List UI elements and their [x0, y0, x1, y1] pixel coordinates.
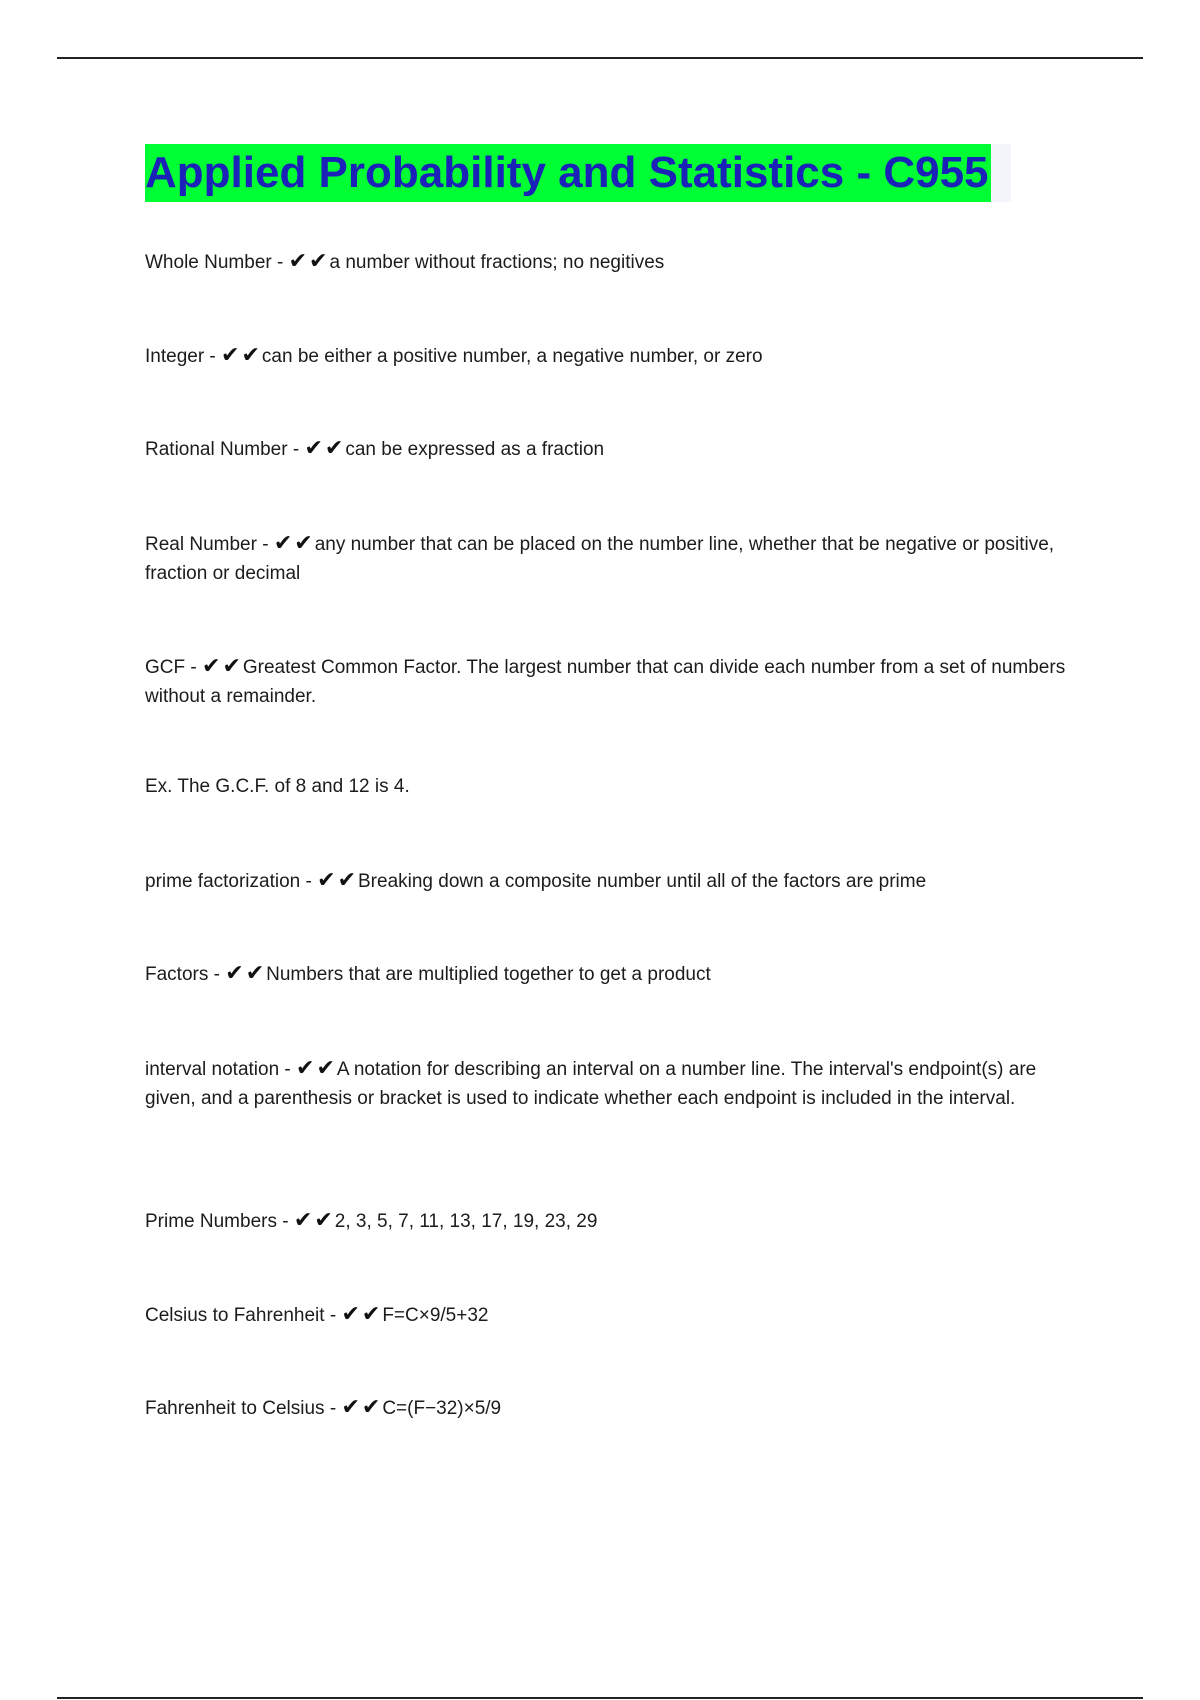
check-icon: ✔	[202, 654, 221, 679]
list-item: Rational Number - ✔✔ can be expressed as a fraction	[145, 436, 605, 461]
entry-definition: C=(F−32)×5/9	[382, 1398, 502, 1419]
list-item: Factors - ✔✔ Numbers that are multiplied together to get a product	[145, 961, 711, 986]
bottom-rule	[57, 1697, 1143, 1699]
check-icon: ✔	[324, 436, 344, 461]
check-icon: ✔	[293, 1208, 313, 1233]
entry-definition: can be expressed as a fraction	[345, 439, 605, 460]
entry-term: Celsius to Fahrenheit	[145, 1305, 325, 1326]
entry-term: Integer	[145, 346, 205, 367]
check-icon: ✔	[304, 436, 323, 461]
entry-term: prime factorization	[145, 871, 301, 892]
check-icon: ✔	[288, 249, 308, 274]
check-icon: ✔	[296, 1056, 315, 1081]
check-icon: ✔	[316, 1056, 335, 1081]
entry-definition: 2, 3, 5, 7, 11, 13, 17, 19, 23, 29	[334, 1211, 598, 1232]
entry-term: Fahrenheit to Celsius	[145, 1398, 325, 1419]
list-item: interval notation - ✔✔ A notation for describing an interval on a number line. The interval's endpoint(s) are given, and a parenthesis or bracket is used to indicate whether each endpoint is included in the interval.	[145, 1056, 1037, 1109]
entry-definition: Greatest Common Factor. The largest number that can divide each number from a set of numbers without a remainder.	[145, 657, 1066, 707]
entry-term: GCF	[145, 657, 186, 678]
entry-note: Ex. The G.C.F. of 8 and 12 is 4.	[145, 776, 410, 797]
check-icon: ✔	[337, 868, 356, 893]
entry-definition: Breaking down a composite number until all of the factors are prime	[358, 871, 927, 892]
title-tail	[991, 144, 1011, 202]
document-title: Applied Probability and Statistics - C955	[145, 144, 991, 202]
list-item: prime factorization - ✔✔ Breaking down a composite number until all of the factors are prime	[145, 868, 927, 893]
list-item: GCF - ✔✔ Greatest Common Factor. The largest number that can divide each number from a set of numbers without a remainder.	[145, 654, 1066, 707]
check-icon: ✔	[222, 654, 241, 679]
check-icon: ✔	[341, 1302, 360, 1327]
check-icon: ✔	[294, 531, 313, 556]
check-icon: ✔	[309, 249, 328, 274]
list-item: Integer - ✔✔ can be either a positive number, a negative number, or zero	[145, 343, 763, 368]
list-item: Fahrenheit to Celsius - ✔✔ C=(F−32)×5/9	[145, 1395, 502, 1420]
entry-definition: Numbers that are multiplied together to get a product	[266, 964, 711, 985]
entry-definition: any number that can be placed on the number line, whether that be negative or positive, fraction or decimal	[145, 534, 1055, 584]
check-icon: ✔	[314, 1208, 333, 1233]
check-icon: ✔	[241, 343, 260, 368]
entry-term: Whole Number	[145, 252, 272, 273]
title-block	[145, 144, 1011, 202]
check-icon: ✔	[341, 1395, 360, 1420]
entry-definition: A notation for describing an interval on a number line. The interval's endpoint(s) are given, and a parenthesis or bracket is used to indicate whether each endpoint is included in the interval.	[145, 1059, 1037, 1109]
list-item: Whole Number - ✔✔ a number without fractions; no negitives	[145, 249, 665, 274]
list-item: Prime Numbers - ✔✔ 2, 3, 5, 7, 11, 13, 17, 19, 23, 29	[145, 1208, 598, 1233]
entry-definition: a number without fractions; no negitives	[329, 252, 665, 273]
check-icon: ✔	[361, 1395, 381, 1420]
list-item-note	[145, 772, 1075, 801]
entry-term: Prime Numbers	[145, 1211, 277, 1232]
check-icon: ✔	[225, 961, 244, 986]
check-icon: ✔	[317, 868, 336, 893]
entry-term: Rational Number	[145, 439, 288, 460]
entry-definition: can be either a positive number, a negative number, or zero	[261, 346, 763, 367]
entry-term: Factors	[145, 964, 209, 985]
entry-definition: F=C×9/5+32	[382, 1305, 489, 1326]
entry-term: interval notation	[145, 1059, 280, 1080]
entry-term: Real Number	[145, 534, 257, 555]
check-icon: ✔	[221, 343, 240, 368]
list-item: Celsius to Fahrenheit - ✔✔ F=C×9/5+32	[145, 1302, 489, 1327]
check-icon: ✔	[361, 1302, 381, 1327]
list-item: Real Number - ✔✔ any number that can be placed on the number line, whether that be negative or positive, fraction or decimal	[145, 531, 1055, 584]
check-icon: ✔	[245, 961, 265, 986]
top-rule	[57, 57, 1143, 59]
check-icon: ✔	[273, 531, 293, 556]
